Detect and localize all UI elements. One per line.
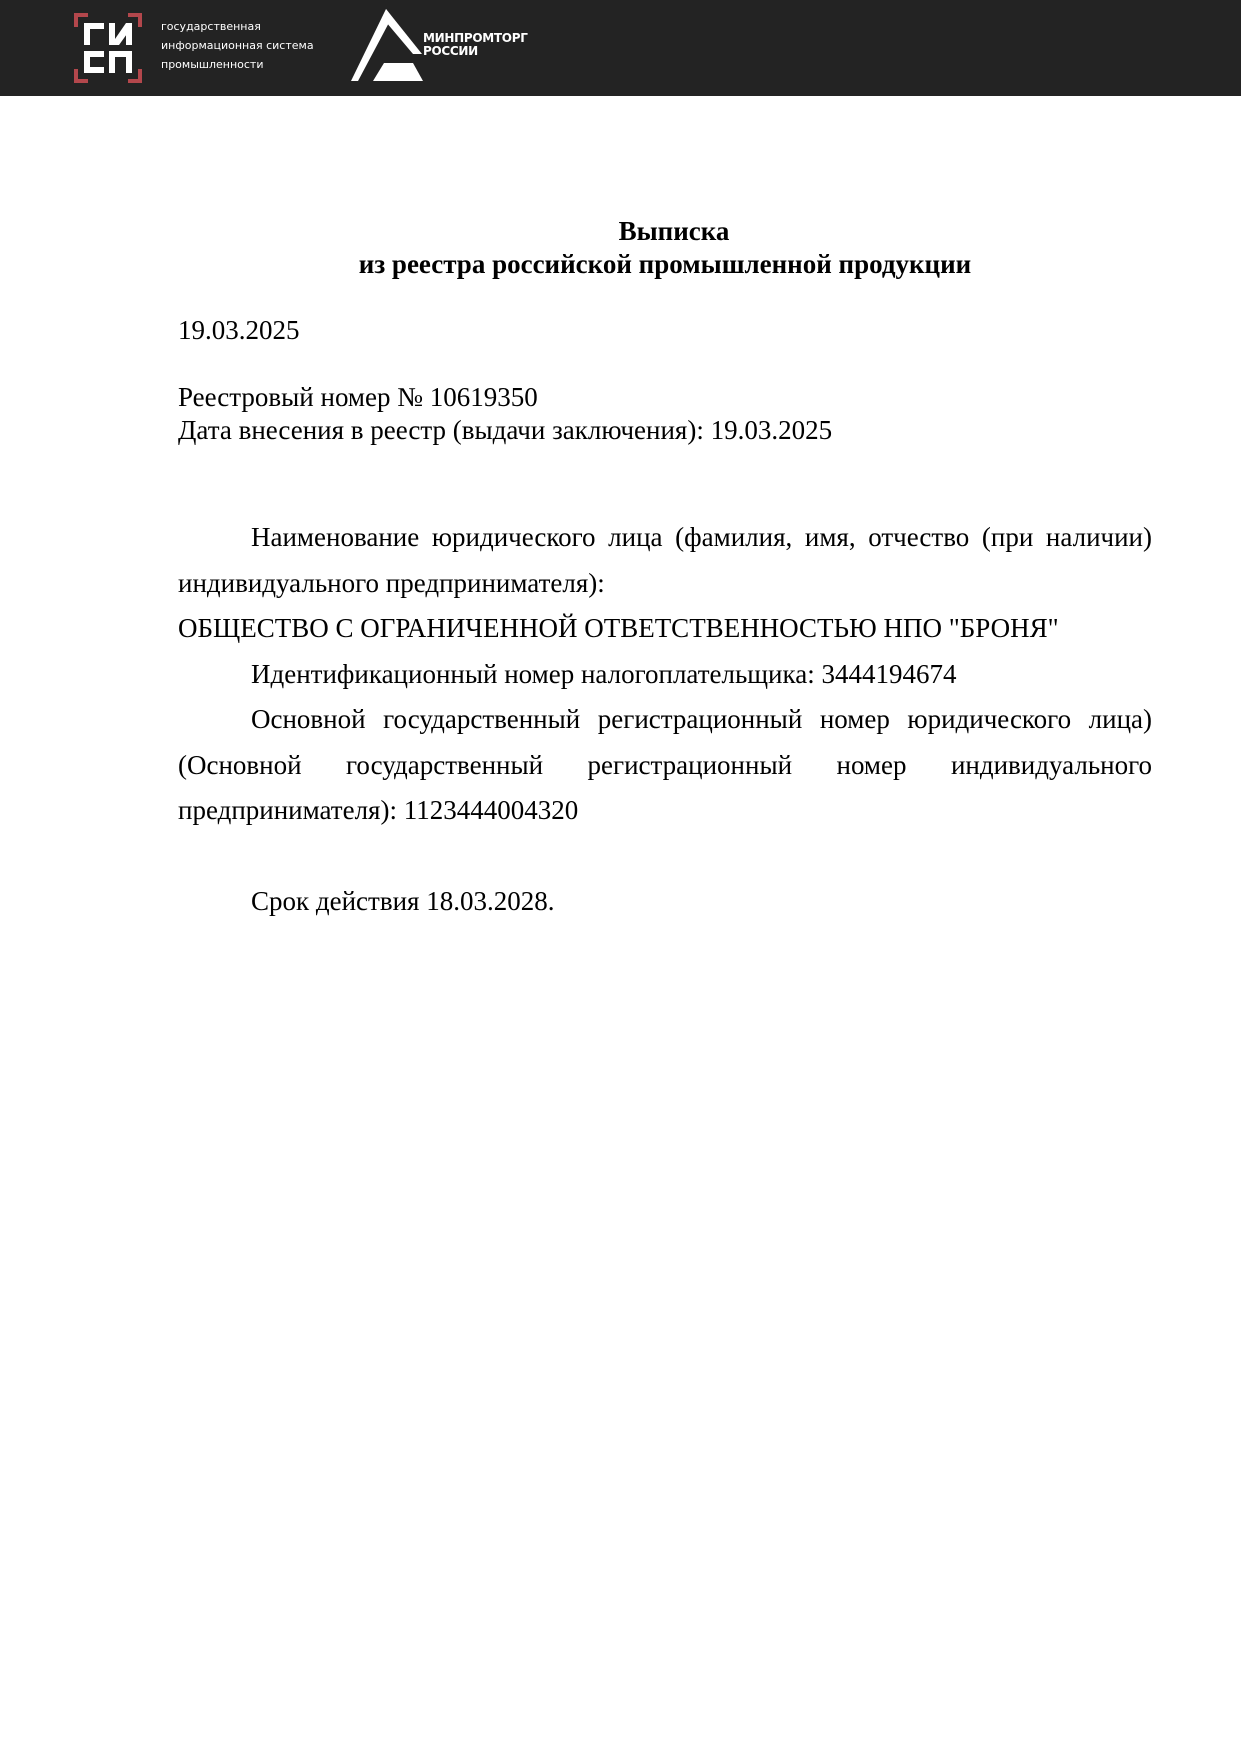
gisp-logo [74,13,142,83]
registry-info [178,381,1152,447]
ogrn-line: Основной государственный регистрационный номер юридического лица) (Основной государственный регистрационный номер индивидуального предпринимателя): 1123444004320 [178,704,1152,825]
minpromtorg-logo-text [423,32,528,58]
document-title [178,215,1152,281]
registry-number: Реестровый номер № 10619350 [178,382,538,412]
document-date: 19.03.2025 [178,315,300,345]
inn-line: Идентификационный номер налогоплательщика: 3444194674 [251,658,957,689]
gisp-text-line-3: промышленности [161,58,264,71]
validity-period: Срок действия 18.03.2028. [251,885,555,916]
gisp-text-line-1: государственная [161,20,261,33]
gisp-logo-text [161,17,351,74]
header-bar [0,0,1241,96]
document-body [178,314,1152,924]
legal-entity-label: Наименование юридического лица (фамилия, имя, отчество (при наличии) индивидуального предпринимателя): [178,522,1152,598]
registry-entry-date: Дата внесения в реестр (выдачи заключения): 19.03.2025 [178,415,833,445]
minpromtorg-logo [351,9,433,81]
title-line-1: Выписка [618,216,730,246]
minpromtorg-text-line-2: РОССИИ [423,44,478,58]
minpromtorg-text-line-1: МИНПРОМТОРГ [423,31,528,45]
gisp-text-line-2: информационная система [161,39,314,52]
legal-entity-name: ОБЩЕСТВО С ОГРАНИЧЕННОЙ ОТВЕТСТВЕННОСТЬЮ НПО "БРОНЯ" [178,613,1059,643]
title-line-2: из реестра российской промышленной продукции [358,249,972,279]
